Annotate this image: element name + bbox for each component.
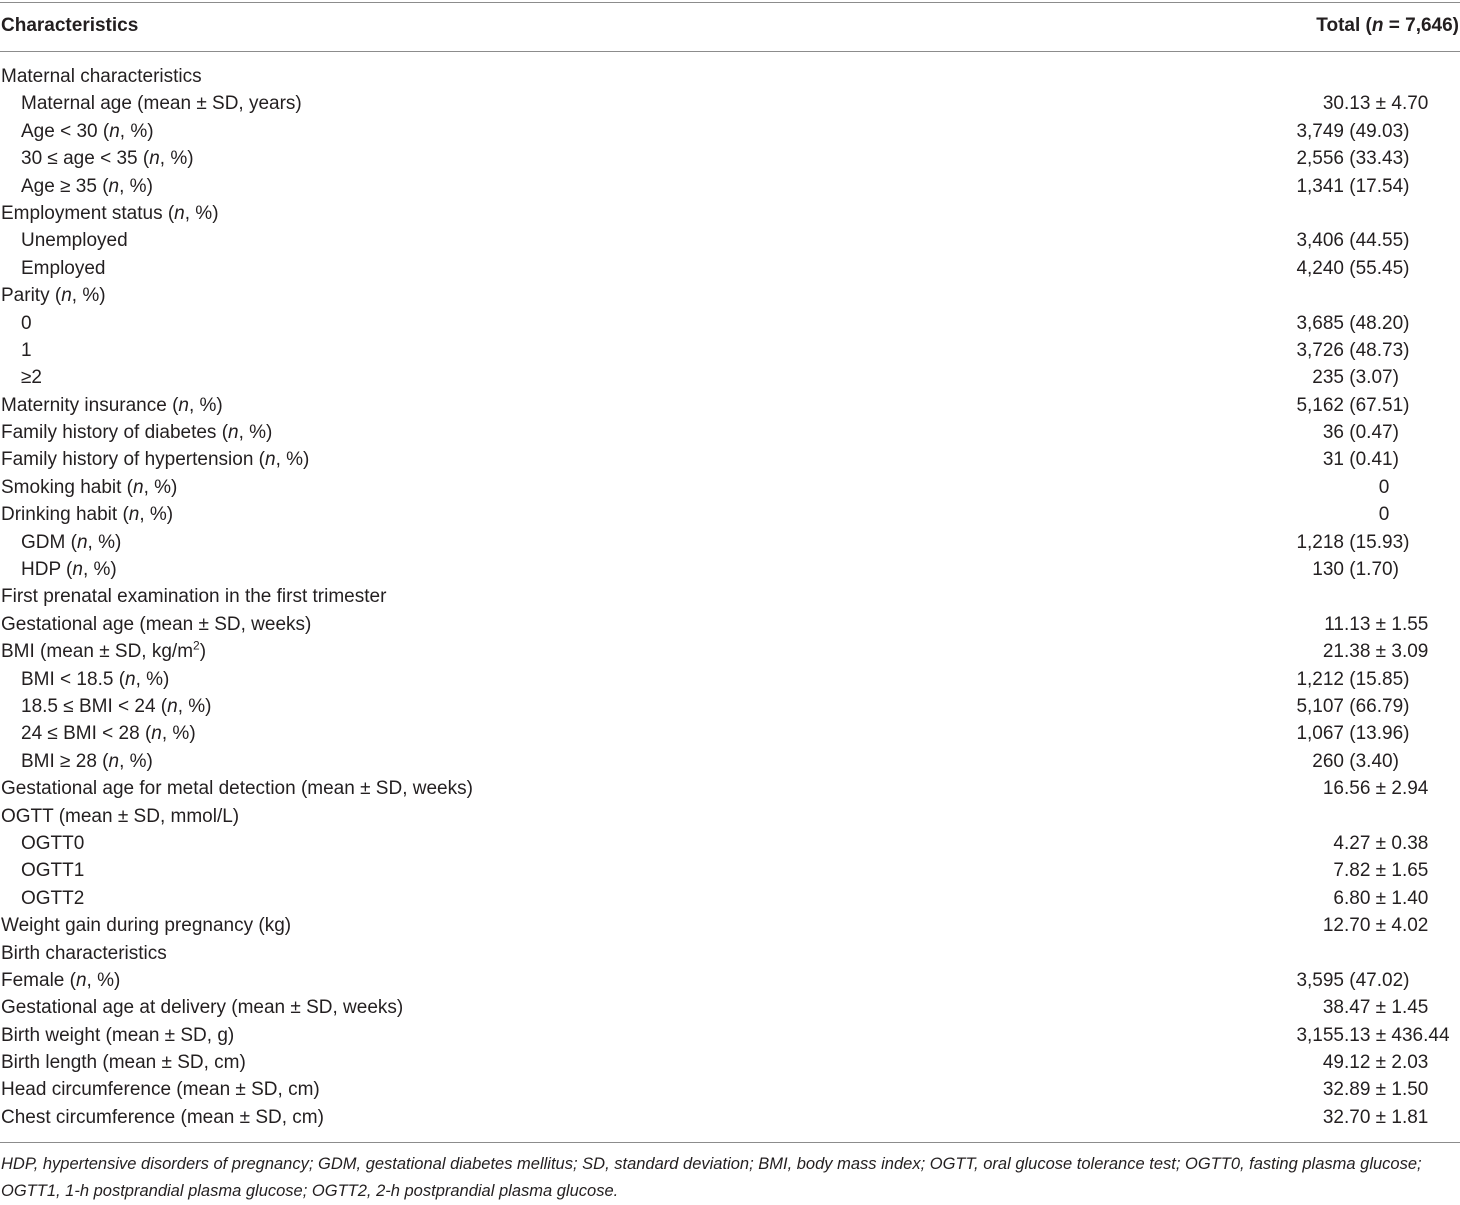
table-row <box>0 967 1460 994</box>
table-row <box>0 337 1460 364</box>
row-value: 3,685 (48.20) <box>1296 312 1410 334</box>
table-row <box>0 118 1460 145</box>
table-row <box>0 803 1460 830</box>
table-row <box>0 693 1460 720</box>
table-row <box>0 556 1460 583</box>
row-label: Employment status (n, %) <box>1 202 219 224</box>
table-row <box>0 90 1460 117</box>
row-label: Birth weight (mean ± SD, g) <box>1 1024 235 1046</box>
table-body <box>0 63 1460 1131</box>
table-row <box>0 830 1460 857</box>
row-value: 2,556 (33.43) <box>1296 148 1410 170</box>
row-value: 3,406 (44.55) <box>1296 230 1410 252</box>
row-value: 0 <box>1378 476 1390 498</box>
row-label: HDP (n, %) <box>21 559 117 581</box>
table-row <box>0 529 1460 556</box>
table-row <box>0 446 1460 473</box>
row-value: 3,155.13 ± 436.44 <box>1296 1024 1450 1046</box>
row-label: Birth characteristics <box>1 942 167 964</box>
row-label: Family history of diabetes (n, %) <box>1 422 273 444</box>
table-row <box>0 392 1460 419</box>
table-row <box>0 885 1460 912</box>
row-label: Birth length (mean ± SD, cm) <box>1 1052 246 1074</box>
row-value: 1,067 (13.96) <box>1296 723 1410 745</box>
row-label: Head circumference (mean ± SD, cm) <box>1 1079 320 1101</box>
row-value: 3,726 (48.73) <box>1296 339 1410 361</box>
row-label: Gestational age for metal detection (mean ± SD, weeks) <box>1 778 473 800</box>
row-value: 49.12 ± 2.03 <box>1322 1052 1429 1074</box>
table-row <box>0 1022 1460 1049</box>
table-row <box>0 63 1460 90</box>
row-label: ≥2 <box>21 367 42 389</box>
row-value: 6.80 ± 1.40 <box>1333 887 1429 909</box>
table-row <box>0 720 1460 747</box>
row-value: 11.13 ± 1.55 <box>1324 613 1429 635</box>
row-label: Parity (n, %) <box>1 285 106 307</box>
row-value: 5,162 (67.51) <box>1296 394 1410 416</box>
table-row <box>0 474 1460 501</box>
table-row <box>0 200 1460 227</box>
table-row <box>0 638 1460 665</box>
row-label: Age ≥ 35 (n, %) <box>21 175 153 197</box>
row-label: Family history of hypertension (n, %) <box>1 449 310 471</box>
row-value: 32.89 ± 1.50 <box>1322 1079 1429 1101</box>
row-label: Chest circumference (mean ± SD, cm) <box>1 1106 324 1128</box>
row-label: 24 ≤ BMI < 28 (n, %) <box>21 723 196 745</box>
row-label: 1 <box>21 339 32 361</box>
row-label: Drinking habit (n, %) <box>1 504 174 526</box>
table-row <box>0 994 1460 1021</box>
table-row <box>0 501 1460 528</box>
row-label: BMI < 18.5 (n, %) <box>21 668 170 690</box>
table-row <box>0 1104 1460 1131</box>
row-label: Employed <box>21 257 106 279</box>
row-label: GDM (n, %) <box>21 531 122 553</box>
header-total: Total (n = 7,646) <box>1316 15 1459 36</box>
table-row <box>0 1076 1460 1103</box>
row-label: Gestational age (mean ± SD, weeks) <box>1 613 312 635</box>
row-value: 235 (3.07) <box>1312 367 1399 389</box>
row-value: 260 (3.40) <box>1312 750 1399 772</box>
table-row <box>0 775 1460 802</box>
table-row <box>0 282 1460 309</box>
table-footnote: HDP, hypertensive disorders of pregnancy; GDM, gestational diabetes mellitus; SD, standard deviation; BMI, body mass index; OGTT, oral glucose tolerance test; OGTT0, fasting plasma glucose; OGTT1, 1-h postprandial plasma glucose; OGTT2, 2-h postprandial plasma glucose. <box>1 1155 1422 1200</box>
row-label: OGTT1 <box>21 860 85 882</box>
row-value: 36 (0.47) <box>1322 422 1399 444</box>
table-header <box>0 0 1460 52</box>
row-label: Weight gain during pregnancy (kg) <box>1 915 292 937</box>
row-value: 130 (1.70) <box>1312 559 1399 581</box>
table-row <box>0 255 1460 282</box>
table-row <box>0 227 1460 254</box>
table-row <box>0 145 1460 172</box>
header-characteristics: Characteristics <box>1 15 139 36</box>
table-row <box>0 1049 1460 1076</box>
row-label: Smoking habit (n, %) <box>1 476 178 498</box>
row-label: Gestational age at delivery (mean ± SD, weeks) <box>1 997 404 1019</box>
table-row <box>0 583 1460 610</box>
table-row <box>0 611 1460 638</box>
table-row <box>0 940 1460 967</box>
row-value: 1,218 (15.93) <box>1296 531 1410 553</box>
row-label: Maternal characteristics <box>1 66 202 87</box>
row-label: Female (n, %) <box>1 969 121 991</box>
row-label: BMI (mean ± SD, $kg/m^2$) <box>1 638 207 663</box>
row-value: 31 (0.41) <box>1322 449 1399 471</box>
row-value: 1,212 (15.85) <box>1296 668 1410 690</box>
row-label: Unemployed <box>21 230 128 252</box>
row-label: 0 <box>21 312 32 334</box>
table-row <box>0 419 1460 446</box>
row-value: 16.56 ± 2.94 <box>1322 778 1429 800</box>
row-value: 12.70 ± 4.02 <box>1322 915 1429 937</box>
table-header-rule <box>0 51 1460 52</box>
table-row <box>0 173 1460 200</box>
row-value: 3,749 (49.03) <box>1296 120 1410 142</box>
row-value: 7.82 ± 1.65 <box>1333 860 1429 882</box>
row-value: 0 <box>1378 504 1390 526</box>
table-row <box>0 364 1460 391</box>
row-value: 5,107 (66.79) <box>1296 695 1410 717</box>
row-value: 3,595 (47.02) <box>1296 969 1410 991</box>
row-value: 1,341 (17.54) <box>1296 175 1410 197</box>
row-label: OGTT (mean ± SD, mmol/L) <box>1 805 240 827</box>
row-value: 38.47 ± 1.45 <box>1322 997 1429 1019</box>
row-label: OGTT0 <box>21 832 85 854</box>
row-label: 18.5 ≤ BMI < 24 (n, %) <box>21 695 212 717</box>
table-row <box>0 748 1460 775</box>
row-label: Maternity insurance (n, %) <box>1 394 223 416</box>
row-value: 4,240 (55.45) <box>1296 257 1410 279</box>
row-label: BMI ≥ 28 (n, %) <box>21 750 153 772</box>
row-label: First prenatal examination in the first trimester <box>1 586 387 608</box>
row-value: 4.27 ± 0.38 <box>1333 832 1429 854</box>
row-label: Maternal age (mean ± SD, years) <box>21 93 302 115</box>
table-row <box>0 912 1460 939</box>
row-label: 30 ≤ age < 35 (n, %) <box>21 148 194 170</box>
row-label: Age < 30 (n, %) <box>21 120 154 142</box>
table-row <box>0 310 1460 337</box>
row-label: OGTT2 <box>21 887 85 909</box>
row-value: 21.38 ± 3.09 <box>1322 641 1429 663</box>
table-bottom-rule <box>0 1142 1460 1143</box>
table-row <box>0 666 1460 693</box>
row-value: 32.70 ± 1.81 <box>1322 1106 1429 1128</box>
row-value: 30.13 ± 4.70 <box>1322 93 1429 115</box>
table-row <box>0 857 1460 884</box>
